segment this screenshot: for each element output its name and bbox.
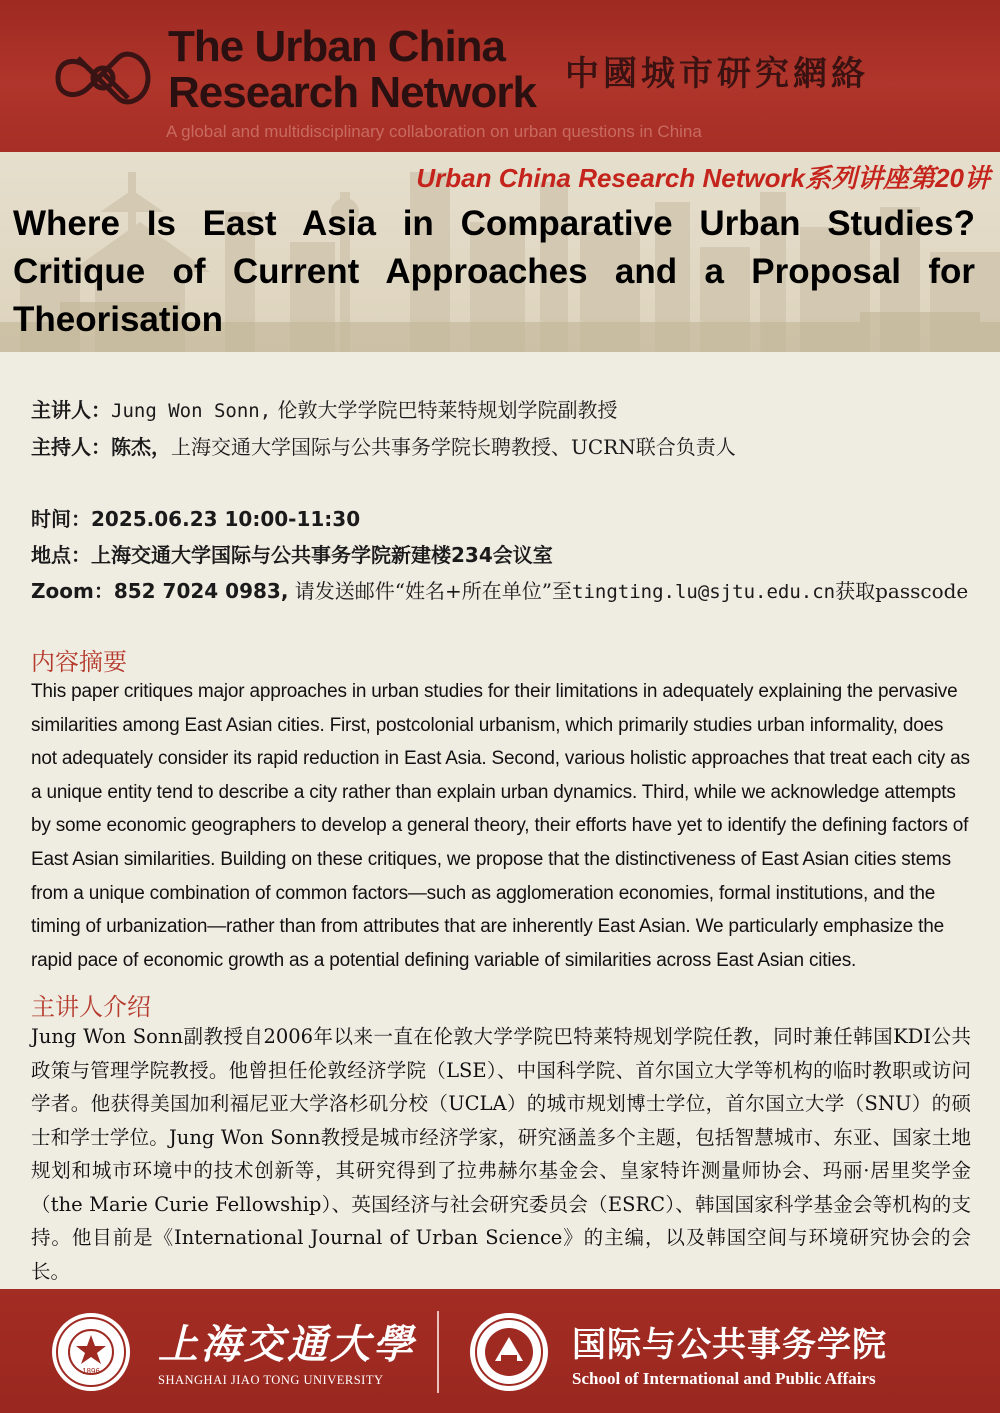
sipa-english-name: School of International and Public Affairs: [572, 1369, 876, 1388]
sjtu-english-name: SHANGHAI JIAO TONG UNIVERSITY: [158, 1373, 384, 1387]
sjtu-seal-year: 1896: [82, 1367, 100, 1376]
brand-title-line1: The Urban China: [168, 22, 506, 71]
place-label: 地点：: [31, 543, 91, 567]
speaker-name: Jung Won Sonn,: [111, 400, 272, 422]
footer-divider: [437, 1311, 439, 1393]
bio-heading: 主讲人介绍: [31, 993, 151, 1021]
abstract-heading: 内容摘要: [31, 648, 127, 676]
sjtu-seal-icon: [50, 1311, 132, 1393]
time-label: 时间：: [31, 507, 91, 531]
zoom-line: [31, 573, 971, 610]
abstract-text: This paper critiques major approaches in urban studies for their limitations in adequately explaining the pervasive similarities among East Asian cities. First, postcolonial urbanism, which primarily studies urban informality, does not adequately consider its rapid reduction in East Asia. Second, various holistic approaches that treat each city as a unique entity tend to describe a city rather than explain urban dynamics. Third, while we acknowledge attempts by some economic geographers to develop a general theory, their efforts have yet to identify the defining factors of East Asian similarities. Building on these critiques, we propose that the distinctiveness of East Asian cities stems from a unique combination of common factors—such as agglomeration economies, formal institutions, and the timing of urbanization—rather than from attributes that are inherently East Asian. We particularly emphasize the rapid pace of economic growth as a potential defining variable of similarities across East Asian cities.: [31, 681, 970, 971]
zoom-meeting-id: 852 7024 0983,: [113, 579, 289, 603]
talk-title: Where Is East Asia in Comparative Urban Studies? Critique of Current Approaches and a Proposal for Theorisation: [13, 204, 975, 339]
lecture-series-label: Urban China Research Network系列讲座第20讲: [416, 163, 990, 193]
place-line: [31, 537, 971, 573]
brand-title-line2: Research Network: [168, 68, 536, 117]
sipa-seal-icon: [468, 1311, 550, 1393]
sipa-chinese-name: 国际与公共事务学院: [572, 1325, 887, 1365]
zoom-instruction: 请发送邮件“姓名+所在单位”至: [294, 579, 573, 603]
speaker-line: [31, 392, 971, 429]
host-label: 主持人：: [31, 435, 111, 459]
place-value: 上海交通大学国际与公共事务学院新建楼234会议室: [91, 543, 553, 567]
header-band: [0, 0, 1000, 152]
sjtu-chinese-name: 上海交通大學: [158, 1321, 416, 1368]
zoom-label: Zoom：: [31, 579, 114, 603]
time-line: [31, 501, 971, 537]
event-info: [31, 392, 971, 610]
footer-band: [0, 1289, 1000, 1413]
speaker-label: 主讲人：: [31, 398, 111, 422]
brand-chinese-name: 中國城市研究網絡: [565, 54, 869, 94]
host-name: 陈杰，: [111, 435, 171, 459]
brand-tagline: A global and multidisciplinary collaboration on urban questions in China: [166, 122, 702, 141]
host-line: [31, 429, 971, 465]
bio-text: Jung Won Sonn副教授自2006年以来一直在伦敦大学学院巴特莱特规划学院任教，同时兼任韩国KDI公共政策与管理学院教授。他曾担任伦敦经济学院（LSE）、中国科学院、首尔国立大学等机构的临时教职或访问学者。他获得美国加利福尼亚大学洛杉矶分校（UCLA）的城市规划博士学位，首尔国立大学（SNU）的硕士和学士学位。Jung Won Sonn教授是城市经济学家，研究涵盖多个主题，包括智慧城市、东亚、国家土地规划和城市环境中的技术创新等，其研究得到了拉弗赫尔基金会、皇家特许测量师协会、玛丽·居里奖学金（the Marie Curie Fellowship）、英国经济与社会研究委员会（ESRC）、韩国国家科学基金会等机构的支持。他目前是《International Journal of Urban Science》的主编，以及韩国空间与环境研究协会的会长。: [31, 1025, 971, 1283]
time-value: 2025.06.23 10:00-11:30: [91, 507, 361, 531]
brand-title: [168, 24, 536, 116]
title-banner: [0, 152, 1000, 352]
zoom-email-link[interactable]: tingting.lu@sjtu.edu.cn: [572, 581, 836, 603]
host-affiliation: 上海交通大学国际与公共事务学院长聘教授、UCRN联合负责人: [171, 435, 736, 459]
zoom-instruction-end: 获取passcode: [835, 579, 969, 603]
chinese-knot-logo-icon: [48, 38, 158, 118]
speaker-affiliation: 伦敦大学学院巴特莱特规划学院副教授: [277, 398, 618, 422]
